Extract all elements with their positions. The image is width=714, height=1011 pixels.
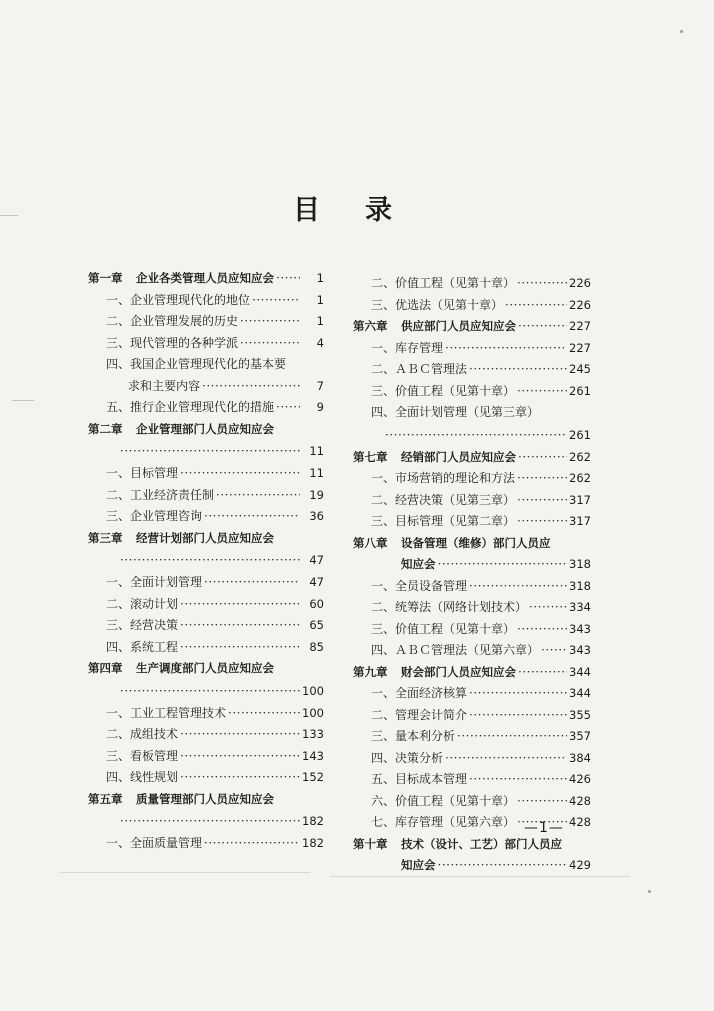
dot-leader	[180, 724, 300, 746]
toc-entry-label	[88, 789, 274, 811]
toc-entry-label: 四、线性规划	[106, 770, 179, 784]
toc-entry-label: 四、全面计划管理（见第三章）	[371, 405, 540, 419]
chapter-title: 经营计划部门人员应知应会	[136, 530, 274, 545]
dot-leader	[517, 273, 567, 295]
chapter-title: 企业各类管理人员应知应会	[136, 271, 274, 285]
toc-section[interactable]	[88, 506, 324, 528]
toc-page-number: 7	[316, 378, 324, 393]
chapter-title: 企业管理部门人员应知应会	[136, 421, 274, 436]
chapter-number: 第五章	[88, 791, 123, 806]
toc-page-number: 245	[569, 362, 591, 376]
toc-section[interactable]	[88, 290, 324, 312]
toc-entry-label	[88, 658, 274, 680]
toc-section[interactable]	[88, 485, 324, 507]
toc-chapter[interactable]	[353, 533, 591, 555]
dot-leader	[469, 576, 567, 598]
toc-section[interactable]	[88, 333, 324, 355]
toc-page-number: 1	[316, 271, 324, 285]
toc-page-number: 4	[316, 335, 324, 350]
toc-chapter[interactable]	[88, 789, 324, 811]
toc-entry-label: 三、优选法（见第十章）	[371, 297, 504, 312]
toc-entry-label: 二、价值工程（见第十章）	[371, 276, 516, 290]
toc-entry-label: 四、决策分析	[371, 750, 444, 765]
toc-page-number: 343	[569, 621, 591, 636]
dot-leader	[469, 683, 567, 705]
toc-page-number: 133	[302, 727, 324, 741]
dot-leader	[120, 549, 300, 572]
toc-page-number: 143	[302, 748, 324, 763]
toc-section[interactable]	[353, 640, 591, 662]
dot-leader	[517, 791, 567, 813]
dot-leader	[252, 290, 300, 312]
toc-section[interactable]	[353, 683, 591, 705]
toc-page-number: 47	[309, 553, 324, 567]
toc-entry-label: 求和主要内容	[128, 378, 201, 393]
chapter-number: 第六章	[353, 319, 388, 333]
chapter-title: 生产调度部门人员应知应会	[136, 661, 274, 675]
toc-page-number: 355	[569, 707, 591, 722]
toc-chapter[interactable]	[88, 419, 324, 441]
toc-page-number: 182	[302, 836, 324, 850]
dot-leader	[276, 397, 300, 419]
dot-leader	[180, 637, 300, 659]
toc-dot-leader-line[interactable]	[88, 549, 324, 572]
dot-leader	[240, 311, 300, 333]
toc-entry-label: 四、系统工程	[106, 639, 179, 654]
toc-section[interactable]	[353, 597, 591, 619]
toc-entry-label: 五、推行企业管理现代化的措施	[106, 400, 275, 414]
toc-section[interactable]	[353, 791, 591, 813]
dot-leader	[202, 376, 300, 398]
toc-entry-label: 知应会	[401, 858, 436, 872]
toc-chapter[interactable]	[353, 662, 591, 684]
page-title	[285, 193, 405, 233]
toc-page-number: 344	[569, 686, 591, 700]
toc-dot-leader-line[interactable]	[88, 680, 324, 703]
scan-artifact	[648, 890, 651, 893]
toc-entry-label: 一、工业工程管理技术	[106, 705, 227, 720]
dot-leader	[445, 338, 567, 360]
toc-chapter[interactable]	[353, 834, 591, 856]
toc-chapter[interactable]	[353, 447, 591, 469]
toc-entry-label: 二、管理会计简介	[371, 707, 468, 722]
chapter-title: 供应部门人员应知应会	[401, 319, 516, 333]
dot-leader	[518, 316, 567, 338]
toc-section[interactable]	[88, 724, 324, 746]
toc-section[interactable]	[353, 490, 591, 512]
toc-section[interactable]	[353, 359, 591, 381]
toc-entry-label: 二、工业经济责任制	[106, 487, 215, 502]
toc-page-number: 100	[302, 683, 324, 698]
dot-leader	[228, 703, 300, 725]
toc-page-number: 262	[569, 449, 591, 464]
toc-section[interactable]	[353, 748, 591, 770]
dot-leader	[276, 268, 300, 290]
toc-entry-label	[88, 268, 274, 290]
toc-page-number: 65	[309, 618, 324, 632]
toc-entry-label: 三、目标管理（见第二章）	[371, 514, 516, 528]
dot-leader	[469, 705, 567, 727]
toc-entry-label: 三、价值工程（见第十章）	[371, 621, 516, 636]
chapter-number: 第三章	[88, 530, 123, 545]
toc-page-number: 47	[309, 575, 324, 589]
toc-page-number: 318	[569, 578, 591, 593]
toc-section[interactable]	[88, 615, 324, 637]
toc-page-number: 334	[569, 600, 591, 614]
toc-section[interactable]	[353, 769, 591, 791]
dot-leader	[517, 619, 567, 641]
chapter-number: 第二章	[88, 421, 123, 436]
title-char-lu: 录	[365, 195, 392, 226]
chapter-number: 第一章	[88, 271, 123, 285]
page-number: —1—	[524, 820, 564, 836]
dot-leader	[438, 855, 568, 877]
toc-section[interactable]	[353, 511, 591, 533]
toc-page-number: 100	[302, 705, 324, 720]
dot-leader	[518, 447, 567, 469]
dot-leader	[505, 295, 567, 317]
chapter-number: 第十章	[353, 836, 388, 851]
toc-page-number: 152	[302, 770, 324, 784]
toc-entry-label: 一、企业管理现代化的地位	[106, 292, 251, 307]
dot-leader	[180, 594, 300, 616]
dot-leader	[204, 506, 300, 528]
toc-page-number: 384	[569, 750, 591, 765]
toc-page-number: 36	[309, 509, 324, 523]
toc-page-number: 11	[309, 466, 324, 480]
toc-page-number: 85	[309, 639, 324, 654]
toc-section[interactable]	[353, 273, 591, 295]
toc-entry-label: 二、经营决策（见第三章）	[371, 492, 516, 507]
toc-entry-label: 四、ＡＢＣ管理法（见第六章）	[371, 643, 540, 657]
toc-entry-label: 二、ＡＢＣ管理法	[371, 362, 468, 376]
toc-entry-label: 六、价值工程（见第十章）	[371, 793, 516, 808]
toc-entry-label: 知应会	[401, 557, 436, 571]
toc-section[interactable]	[88, 354, 324, 376]
dot-leader	[517, 468, 567, 490]
dot-leader	[240, 333, 300, 355]
toc-entry-label: 一、全面经济核算	[371, 686, 468, 700]
dot-leader	[517, 381, 567, 403]
toc-page-number: 318	[569, 557, 591, 571]
chapter-number: 第七章	[353, 449, 388, 464]
toc-section-continuation[interactable]	[88, 376, 324, 398]
toc-entry-label	[353, 662, 516, 684]
dot-leader	[457, 726, 567, 748]
toc-page-number: 9	[316, 400, 324, 414]
toc-section[interactable]	[88, 637, 324, 659]
toc-entry-label	[88, 528, 274, 550]
toc-section[interactable]	[88, 311, 324, 333]
toc-entry-label: 三、价值工程（见第十章）	[371, 383, 516, 398]
scan-artifact	[680, 30, 683, 33]
dot-leader	[180, 746, 300, 768]
dot-leader	[469, 769, 567, 791]
toc-section[interactable]	[353, 381, 591, 403]
toc-section[interactable]	[88, 703, 324, 725]
toc-right-column	[353, 273, 591, 877]
toc-page-number: 182	[302, 814, 324, 828]
dot-leader	[180, 767, 300, 789]
dot-leader	[204, 833, 300, 855]
dot-leader	[469, 359, 567, 381]
title-char-mu: 目	[293, 195, 320, 226]
toc-entry-label: 四、我国企业管理现代化的基本要	[106, 357, 287, 371]
chapter-number: 第九章	[353, 664, 388, 679]
dot-leader	[120, 680, 300, 703]
dot-leader	[517, 490, 567, 512]
toc-dot-leader-line[interactable]	[88, 440, 324, 463]
chapter-number: 第四章	[88, 661, 123, 675]
toc-entry-label: 二、统筹法（网络计划技术）	[371, 600, 528, 614]
dot-leader	[529, 597, 567, 619]
dot-leader	[180, 463, 300, 485]
toc-section[interactable]	[88, 767, 324, 789]
toc-chapter[interactable]	[88, 528, 324, 550]
toc-entry-label	[353, 447, 516, 469]
toc-page-number: 227	[569, 340, 591, 355]
toc-left-column	[88, 268, 324, 855]
dot-leader	[385, 424, 567, 447]
toc-entry-label: 三、现代管理的各种学派	[106, 335, 239, 350]
toc-entry-label	[88, 419, 274, 441]
dot-leader	[120, 810, 300, 833]
toc-section[interactable]	[353, 705, 591, 727]
toc-entry-label: 三、经营决策	[106, 618, 179, 632]
dot-leader	[180, 615, 300, 637]
toc-section[interactable]	[353, 468, 591, 490]
scan-artifact	[330, 876, 630, 877]
toc-section[interactable]	[88, 397, 324, 419]
chapter-title: 设备管理（维修）部门人员应	[401, 535, 551, 550]
toc-chapter[interactable]	[88, 658, 324, 680]
toc-entry-label: 七、库存管理（见第六章）	[371, 815, 516, 829]
dot-leader	[517, 511, 567, 533]
toc-chapter-continuation[interactable]	[353, 855, 591, 877]
toc-page-number: 1	[316, 314, 324, 328]
dot-leader	[445, 748, 567, 770]
toc-page-number: 428	[569, 793, 591, 808]
toc-section[interactable]	[88, 746, 324, 768]
toc-page-number: 11	[309, 444, 324, 458]
toc-page-number: 429	[569, 858, 591, 872]
toc-section[interactable]	[353, 726, 591, 748]
toc-entry-label: 一、全面计划管理	[106, 575, 203, 589]
chapter-number: 第八章	[353, 535, 388, 550]
scan-artifact	[60, 872, 310, 873]
toc-entry-label: 一、目标管理	[106, 466, 179, 480]
chapter-title: 经销部门人员应知应会	[401, 449, 516, 464]
toc-page-number: 227	[569, 319, 591, 333]
scan-artifact	[12, 400, 34, 401]
toc-entry-label: 三、企业管理咨询	[106, 509, 203, 523]
dot-leader	[541, 640, 567, 662]
toc-page-number: 428	[569, 815, 591, 829]
dot-leader	[216, 485, 300, 507]
toc-entry-label: 一、库存管理	[371, 340, 444, 355]
toc-dot-leader-line[interactable]	[88, 810, 324, 833]
toc-dot-leader-line[interactable]	[353, 424, 591, 447]
toc-entry-label: 一、市场营销的理论和方法	[371, 471, 516, 485]
toc-entry-label	[353, 834, 562, 856]
toc-page-number: 357	[569, 729, 591, 743]
toc-page-number: 1	[316, 292, 324, 307]
toc-section[interactable]	[88, 833, 324, 855]
toc-page-number: 60	[309, 596, 324, 611]
toc-page-number: 226	[569, 297, 591, 312]
toc-page-number: 262	[569, 471, 591, 485]
toc-entry-label: 三、看板管理	[106, 748, 179, 763]
toc-chapter[interactable]	[88, 268, 324, 290]
toc-entry-label: 二、滚动计划	[106, 596, 179, 611]
toc-page-number: 426	[569, 772, 591, 786]
toc-entry-label: 三、量本利分析	[371, 729, 456, 743]
toc-page-number: 317	[569, 514, 591, 528]
toc-page-number: 261	[569, 427, 591, 442]
toc-chapter-continuation[interactable]	[353, 554, 591, 576]
toc-section[interactable]	[353, 619, 591, 641]
dot-leader	[120, 440, 300, 463]
chapter-title: 质量管理部门人员应知应会	[136, 791, 274, 806]
toc-page-number: 261	[569, 383, 591, 398]
scan-artifact	[0, 215, 18, 216]
toc-entry-label: 二、成组技术	[106, 727, 179, 741]
toc-entry-label	[353, 533, 551, 555]
toc-entry-label: 一、全面质量管理	[106, 836, 203, 850]
toc-section[interactable]	[88, 594, 324, 616]
toc-section[interactable]	[353, 338, 591, 360]
toc-section[interactable]	[88, 572, 324, 594]
toc-page-number: 317	[569, 492, 591, 507]
toc-entry-label: 一、全员设备管理	[371, 578, 468, 593]
dot-leader	[438, 554, 568, 576]
dot-leader	[518, 662, 567, 684]
toc-section[interactable]	[353, 576, 591, 598]
chapter-title: 技术（设计、工艺）部门人员应	[401, 836, 562, 851]
toc-page-number: 343	[569, 643, 591, 657]
toc-chapter[interactable]	[353, 316, 591, 338]
toc-section[interactable]	[353, 402, 591, 424]
toc-section[interactable]	[88, 463, 324, 485]
toc-entry-label	[353, 316, 516, 338]
dot-leader	[204, 572, 300, 594]
chapter-title: 财会部门人员应知应会	[401, 664, 516, 679]
toc-entry-label: 二、企业管理发展的历史	[106, 314, 239, 328]
toc-entry-label: 五、目标成本管理	[371, 772, 468, 786]
toc-page-number: 344	[569, 664, 591, 679]
toc-page-number: 226	[569, 276, 591, 290]
toc-section[interactable]	[353, 295, 591, 317]
toc-page-number: 19	[309, 487, 324, 502]
